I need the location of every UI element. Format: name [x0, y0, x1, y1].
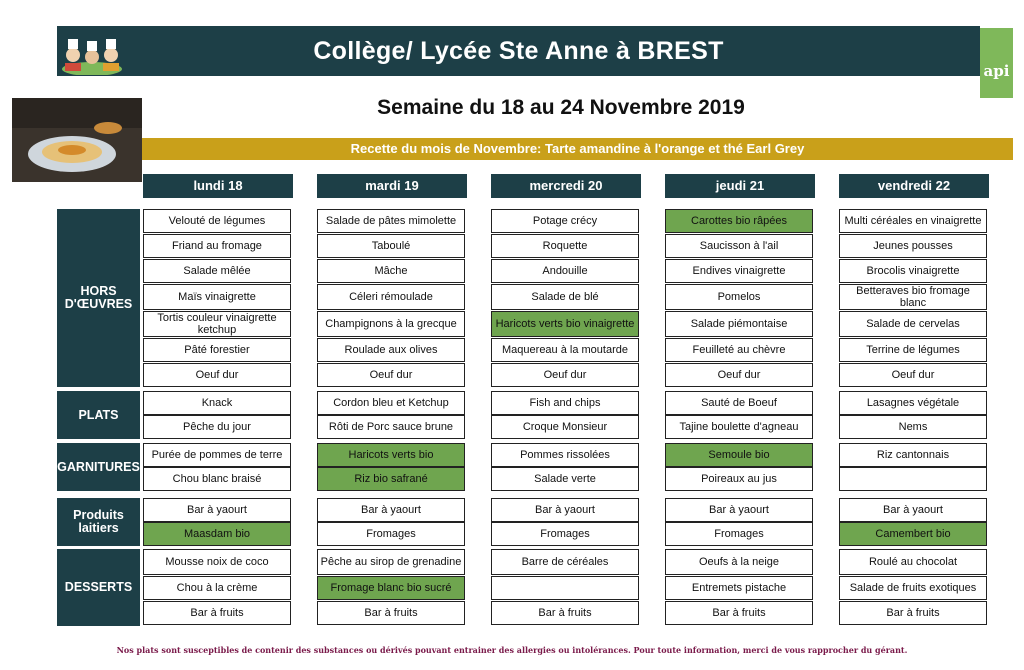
menu-cell-plats-thursday: Sauté de Boeuf [665, 391, 813, 415]
menu-cell-desserts-tuesday: Pêche au sirop de grenadine [317, 549, 465, 575]
menu-cell-garnitures-tuesday: Haricots verts bio [317, 443, 465, 467]
menu-cell-hors-thursday: Salade piémontaise [665, 311, 813, 337]
menu-cell-hors-thursday: Oeuf dur [665, 363, 813, 387]
menu-cell-desserts-thursday: Bar à fruits [665, 601, 813, 625]
category-produits-laitiers: Produits laitiers [57, 498, 140, 546]
menu-cell-hors-tuesday: Salade de pâtes mimolette [317, 209, 465, 233]
menu-cell-laitiers-friday: Bar à yaourt [839, 498, 987, 522]
menu-cell-hors-tuesday: Céleri rémoulade [317, 284, 465, 310]
day-header-thursday: jeudi 21 [665, 174, 815, 198]
page-title: Collège/ Lycée Ste Anne à BREST [313, 37, 724, 65]
menu-cell-laitiers-thursday: Fromages [665, 522, 813, 546]
menu-cell-hors-tuesday: Taboulé [317, 234, 465, 258]
menu-cell-hors-monday: Maïs vinaigrette [143, 284, 291, 310]
menu-cell-laitiers-wednesday: Fromages [491, 522, 639, 546]
menu-cell-hors-monday: Pâté forestier [143, 338, 291, 362]
category-desserts: DESSERTS [57, 549, 140, 626]
menu-cell-garnitures-friday: Riz cantonnais [839, 443, 987, 467]
menu-cell-desserts-monday: Bar à fruits [143, 601, 291, 625]
menu-cell-laitiers-monday: Bar à yaourt [143, 498, 291, 522]
menu-cell-garnitures-thursday: Poireaux au jus [665, 467, 813, 491]
menu-cell-hors-wednesday: Salade de blé [491, 284, 639, 310]
menu-cell-desserts-wednesday [491, 576, 639, 600]
menu-cell-laitiers-tuesday: Bar à yaourt [317, 498, 465, 522]
menu-cell-hors-thursday: Feuilleté au chèvre [665, 338, 813, 362]
menu-cell-hors-friday: Jeunes pousses [839, 234, 987, 258]
chefs-illustration-icon [59, 33, 125, 75]
day-header-wednesday: mercredi 20 [491, 174, 641, 198]
menu-cell-hors-monday: Salade mêlée [143, 259, 291, 283]
tart-photo [12, 98, 142, 182]
menu-cell-hors-tuesday: Champignons à la grecque [317, 311, 465, 337]
menu-cell-garnitures-monday: Chou blanc braisé [143, 467, 291, 491]
menu-cell-hors-monday: Friand au fromage [143, 234, 291, 258]
menu-cell-hors-wednesday: Haricots verts bio vinaigrette [491, 311, 639, 337]
menu-cell-hors-wednesday: Andouille [491, 259, 639, 283]
menu-cell-garnitures-thursday: Semoule bio [665, 443, 813, 467]
menu-cell-plats-monday: Knack [143, 391, 291, 415]
menu-cell-hors-friday: Brocolis vinaigrette [839, 259, 987, 283]
menu-cell-plats-monday: Pêche du jour [143, 415, 291, 439]
menu-cell-desserts-friday: Salade de fruits exotiques [839, 576, 987, 600]
menu-cell-garnitures-friday [839, 467, 987, 491]
menu-cell-hors-wednesday: Oeuf dur [491, 363, 639, 387]
menu-cell-desserts-tuesday: Bar à fruits [317, 601, 465, 625]
menu-cell-hors-thursday: Saucisson à l'ail [665, 234, 813, 258]
category-plats: PLATS [57, 391, 140, 439]
menu-cell-hors-tuesday: Mâche [317, 259, 465, 283]
menu-cell-desserts-tuesday: Fromage blanc bio sucré [317, 576, 465, 600]
api-logo-text: api [983, 62, 1010, 80]
day-header-tuesday: mardi 19 [317, 174, 467, 198]
menu-cell-hors-tuesday: Roulade aux olives [317, 338, 465, 362]
menu-cell-desserts-monday: Mousse noix de coco [143, 549, 291, 575]
menu-cell-laitiers-friday: Camembert bio [839, 522, 987, 546]
menu-cell-desserts-friday: Roulé au chocolat [839, 549, 987, 575]
menu-cell-hors-thursday: Carottes bio râpées [665, 209, 813, 233]
week-heading: Semaine du 18 au 24 Novembre 2019 [377, 96, 745, 119]
menu-cell-hors-friday: Multi céréales en vinaigrette [839, 209, 987, 233]
menu-cell-hors-wednesday: Roquette [491, 234, 639, 258]
menu-cell-garnitures-wednesday: Salade verte [491, 467, 639, 491]
menu-cell-desserts-wednesday: Bar à fruits [491, 601, 639, 625]
menu-cell-desserts-thursday: Entremets pistache [665, 576, 813, 600]
menu-cell-hors-friday: Salade de cervelas [839, 311, 987, 337]
menu-cell-hors-thursday: Endives vinaigrette [665, 259, 813, 283]
menu-cell-hors-wednesday: Potage crécy [491, 209, 639, 233]
menu-cell-garnitures-monday: Purée de pommes de terre [143, 443, 291, 467]
menu-cell-plats-thursday: Tajine boulette d'agneau [665, 415, 813, 439]
menu-cell-hors-monday: Oeuf dur [143, 363, 291, 387]
menu-cell-desserts-monday: Chou à la crème [143, 576, 291, 600]
day-header-monday: lundi 18 [143, 174, 293, 198]
menu-cell-plats-tuesday: Cordon bleu et Ketchup [317, 391, 465, 415]
menu-cell-plats-tuesday: Rôti de Porc sauce brune [317, 415, 465, 439]
menu-cell-desserts-wednesday: Barre de céréales [491, 549, 639, 575]
recipe-of-month-banner: Recette du mois de Novembre: Tarte amandine à l'orange et thé Earl Grey [142, 138, 1013, 160]
menu-cell-plats-friday: Lasagnes végétale [839, 391, 987, 415]
api-logo [980, 28, 1013, 98]
category-hors-doeuvres: HORS D'ŒUVRES [57, 209, 140, 387]
allergy-footer-note: Nos plats sont susceptibles de contenir des substances ou dérivés pouvant entrainer des allergies ou intolérances. Pour toute information, merci de vous rapprocher du gérant. [116, 645, 908, 655]
menu-cell-hors-monday: Tortis couleur vinaigrette ketchup [143, 311, 291, 337]
menu-cell-hors-monday: Velouté de légumes [143, 209, 291, 233]
menu-cell-laitiers-wednesday: Bar à yaourt [491, 498, 639, 522]
menu-cell-garnitures-wednesday: Pommes rissolées [491, 443, 639, 467]
menu-cell-hors-friday: Betteraves bio fromage blanc [839, 284, 987, 310]
menu-cell-laitiers-thursday: Bar à yaourt [665, 498, 813, 522]
menu-cell-plats-wednesday: Croque Monsieur [491, 415, 639, 439]
day-header-friday: vendredi 22 [839, 174, 989, 198]
menu-cell-plats-wednesday: Fish and chips [491, 391, 639, 415]
menu-cell-hors-wednesday: Maquereau à la moutarde [491, 338, 639, 362]
menu-cell-desserts-friday: Bar à fruits [839, 601, 987, 625]
menu-cell-laitiers-tuesday: Fromages [317, 522, 465, 546]
menu-cell-garnitures-tuesday: Riz bio safrané [317, 467, 465, 491]
menu-cell-hors-thursday: Pomelos [665, 284, 813, 310]
menu-cell-hors-friday: Terrine de légumes [839, 338, 987, 362]
category-garnitures: GARNITURES [57, 443, 140, 491]
menu-cell-laitiers-monday: Maasdam bio [143, 522, 291, 546]
menu-cell-hors-tuesday: Oeuf dur [317, 363, 465, 387]
menu-cell-plats-friday: Nems [839, 415, 987, 439]
menu-cell-desserts-thursday: Oeufs à la neige [665, 549, 813, 575]
menu-cell-hors-friday: Oeuf dur [839, 363, 987, 387]
